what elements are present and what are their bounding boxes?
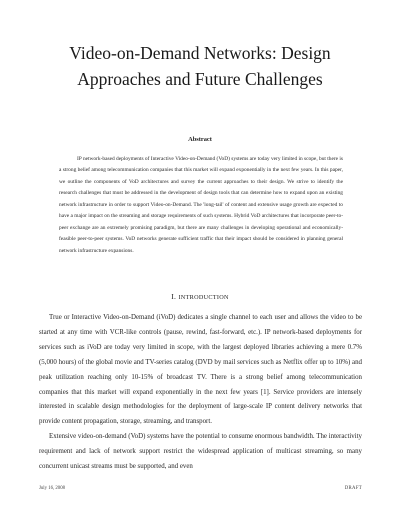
abstract-text: IP network-based deployments of Interactive Video-on-Demand (VoD) systems are today very limited in scope, but there is a strong belief among telecommunication companies that this market will expand exponentially in the next few years. In this paper, we outline the components of VoD architectures and survey the current approaches to their design. We strive to identify the research challenges that must be addressed in the development of design tools that can determine how to expand upon an existing network infrastructure in order to support Video-on-Demand. The 'long-tail' of content and extensive usage growth are expected to have a major impact on the streaming and storage requirements of such systems. Hybrid VoD architectures that incorporate peer-to-peer exchange are an extremely promising paradigm, but there are many challenges in developing operational and economically-feasible peer-to-peer systems. VoD networks generate sufficient traffic that their impact should be considered in planning general network infrastructure expansions. bbox=[59, 156, 343, 254]
section-heading bbox=[40, 292, 360, 303]
abstract-heading: Abstract bbox=[188, 136, 212, 143]
footer-draft-label: DRAFT bbox=[344, 486, 362, 491]
paper-title bbox=[40, 40, 360, 92]
section-title: INTRODUCTION bbox=[178, 294, 229, 301]
footer-date: July 16, 2008 bbox=[39, 486, 65, 491]
body-text bbox=[39, 311, 362, 475]
title-line-1: Video-on-Demand Networks: Design bbox=[69, 43, 331, 63]
title-line-2: Approaches and Future Challenges bbox=[77, 69, 323, 89]
paragraph: Extensive video-on-demand (VoD) systems have the potential to consume enormous bandwidth. The interactivity requirement and lack of network support restrict the widespread application of multicast streaming, so many concurrent unicast streams must be supported, and even bbox=[39, 433, 362, 471]
section-number: I. bbox=[171, 292, 179, 301]
paragraph: True or Interactive Video-on-Demand (iVoD) dedicates a single channel to each user and allows the video to be started at any time with VCR-like controls (pause, rewind, fast-forward, etc.). IP network-based deployments for services such as iVoD are today very limited in scope, with the largest deployed libraries achieving a mere 0.7% (5,000 hours) of the global movie and TV-series catalog (DVD by mail services such as Netflix offer up to 10%) and peak utilization reaching only 10-15% of broadcast TV. There is a strong belief among telecommunication companies that this market will expand exponentially in the next few years [1]. Service providers are intensely interested in scalable design methodologies for the deployment of large-scale IP content delivery networks that provide content propagation, storage, streaming, and transport. bbox=[39, 314, 362, 426]
